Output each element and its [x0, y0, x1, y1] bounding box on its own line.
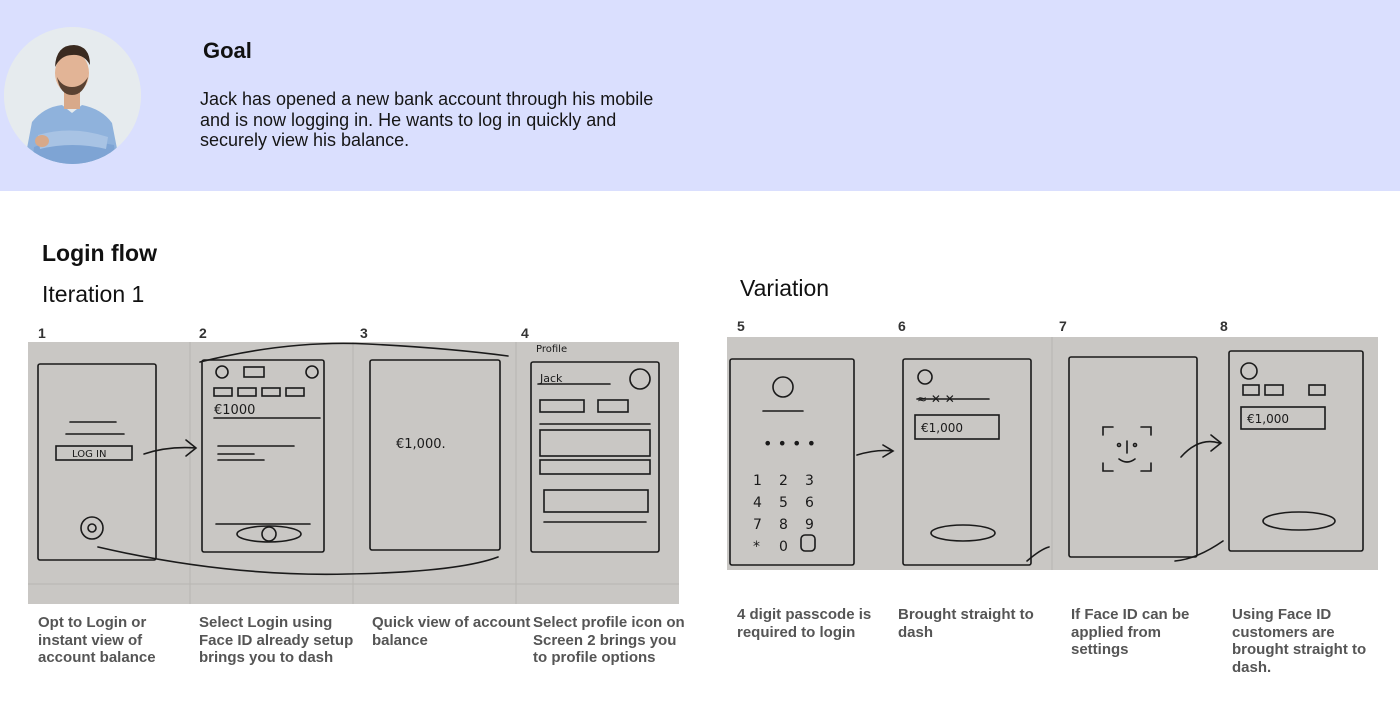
sketch-key: 1 [753, 473, 762, 489]
section-title-iteration: Iteration 1 [42, 281, 145, 307]
step-number: 7 [1059, 318, 1067, 334]
sketch-profile-label: Profile [536, 344, 568, 355]
svg-text:• • • •: • • • • [763, 434, 817, 453]
step-caption: If Face ID can be applied from settings [1071, 606, 1190, 658]
sketch-key: 8 [779, 517, 788, 533]
sketch-balance-a: €1000 [214, 403, 256, 418]
step-number: 5 [737, 318, 745, 334]
step-number: 3 [360, 325, 368, 341]
goal-description: Jack has opened a new bank account through his mobile and is now logging in. He wants to log in quickly and securely view his balance. [200, 89, 654, 150]
goal-title: Goal [203, 38, 252, 63]
sketch-key: 6 [805, 495, 814, 511]
step-number: 2 [199, 325, 207, 341]
sketch-balance-b: €1,000. [396, 437, 446, 452]
persona-banner [0, 0, 1400, 191]
sketch-key: 2 [779, 473, 788, 489]
step-number: 4 [521, 325, 529, 341]
sketch-key: 5 [779, 495, 788, 511]
step-number: 1 [38, 325, 46, 341]
section-title-variation: Variation [740, 275, 830, 301]
sketch-balance-c: €1,000 [921, 421, 963, 435]
persona-avatar [4, 27, 141, 164]
step-number: 8 [1220, 318, 1228, 334]
step-caption: Opt to Login or instant view of account balance [38, 614, 156, 666]
svg-text:≈ ✕ ✕: ≈ ✕ ✕ [917, 392, 955, 406]
step-caption: Quick view of account balance [372, 614, 531, 649]
step-number: 6 [898, 318, 906, 334]
sketch-key: 3 [805, 473, 814, 489]
section-title-login-flow: Login flow [42, 240, 157, 266]
variation-sketch-photo [727, 337, 1378, 570]
iteration-sketch-photo [28, 342, 679, 604]
step-caption: 4 digit passcode is required to login [737, 606, 872, 641]
sketch-balance-d: €1,000 [1247, 412, 1289, 426]
step-caption: Brought straight to dash [898, 606, 1034, 641]
sketch-login-label: LOG IN [72, 449, 107, 460]
step-caption: Select profile icon on Screen 2 brings you to profile options [533, 614, 685, 666]
sketch-key: 9 [805, 517, 814, 533]
step-caption: Select Login using Face ID already setup brings you to dash [199, 614, 354, 666]
step-caption: Using Face ID customers are brought straight to dash. [1232, 606, 1367, 676]
sketch-key: 0 [779, 539, 788, 555]
sketch-key: 4 [753, 495, 762, 511]
sketch-name-label: Jack [540, 372, 563, 385]
sketch-key: 7 [753, 517, 762, 533]
sketch-key: * [753, 539, 760, 555]
